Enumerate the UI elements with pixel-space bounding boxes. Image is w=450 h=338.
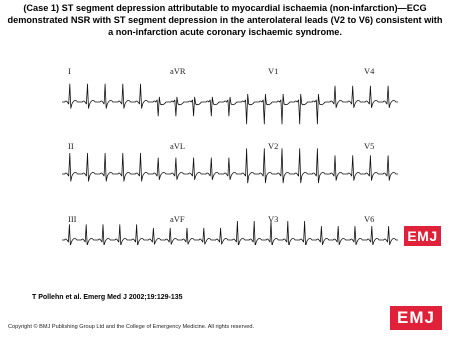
ecg-trace-row-1	[62, 84, 398, 124]
lead-label-v2: V2	[268, 141, 279, 151]
citation: T Pollehn et al. Emerg Med J 2002;19:129-135	[32, 294, 183, 301]
lead-label-v5: V5	[364, 141, 375, 151]
lead-label-avf: aVF	[170, 214, 185, 224]
emj-logo-footer: EMJ	[390, 306, 442, 330]
lead-label-v4: V4	[364, 66, 375, 76]
copyright-notice: Copyright © BMJ Publishing Group Ltd and the College of Emergency Medicine. All rights reserved.	[8, 324, 255, 330]
lead-label-ii: II	[68, 141, 74, 151]
lead-label-avr: aVR	[170, 66, 186, 76]
figure-caption: (Case 1) ST segment depression attributable to myocardial ischaemia (non-infarction)—ECG demonstrated NSR with ST segment depression in the anterolateral leads (V2 to V6) consistent with a non-infarction acute coronary ischaemic syndrome.	[7, 3, 443, 37]
lead-label-v1: V1	[268, 66, 279, 76]
lead-label-i: I	[68, 66, 71, 76]
lead-label-iii: III	[68, 214, 77, 224]
ecg-twelve-lead-tracing	[60, 62, 400, 245]
emj-logo: EMJ	[404, 226, 441, 246]
lead-label-v3: V3	[268, 214, 279, 224]
ecg-trace-row-3	[62, 221, 398, 245]
lead-label-avl: aVL	[170, 141, 186, 151]
ecg-trace-row-2	[62, 149, 398, 183]
lead-label-v6: V6	[364, 214, 375, 224]
